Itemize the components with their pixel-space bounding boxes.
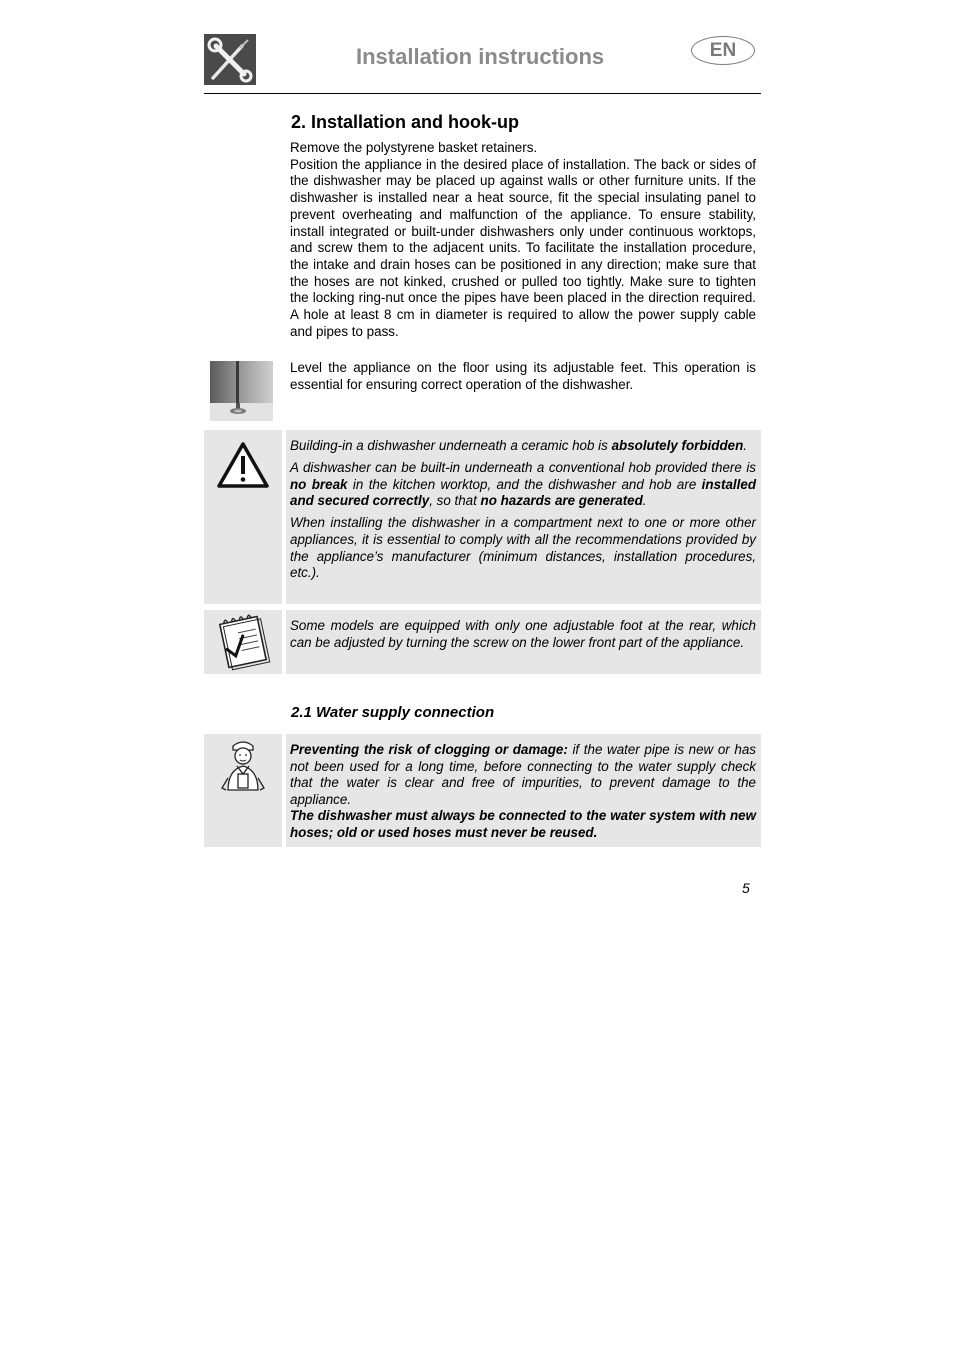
technician-icon xyxy=(204,734,282,847)
intro-line: Remove the polystyrene basket retainers. xyxy=(290,140,538,155)
page-header-title: Installation instructions xyxy=(356,44,605,69)
subsection-title: 2.1 Water supply connection xyxy=(291,704,495,721)
warning-triangle-icon xyxy=(204,430,282,604)
adjustable-foot-icon xyxy=(210,361,273,421)
note-text: Some models are equipped with only one adjustable foot at the rear, which can be adjusted by turning the screw on the lower front part of the appliance. xyxy=(290,618,756,650)
intro-text xyxy=(290,140,756,340)
note-box xyxy=(286,610,761,674)
water-warning-box xyxy=(286,734,761,847)
note-icon-panel xyxy=(204,610,282,674)
section-title: 2. Installation and hook-up xyxy=(291,112,520,132)
water-warning-lead: Preventing the risk of clogging or damage: if the water pipe is new or has not been used for a long time, before connecting to the water supply check that the water is clear and free of impurities, to prevent damage to the appliance. xyxy=(290,742,756,807)
tools-icon xyxy=(204,34,256,85)
warning-paragraph-2: A dishwasher can be built-in underneath a conventional hob provided there is no break in the kitchen worktop, and the dishwasher and hob are installed and secured correctly, so that no hazards are generated. xyxy=(290,460,756,509)
warning-paragraph-3: When installing the dishwasher in a compartment next to one or more other appliances, it is essential to comply with all the recommendations provided by the appliance’s manufacturer (minimum distances, installation procedures, etc.). xyxy=(290,515,756,581)
level-text: Level the appliance on the floor using its adjustable feet. This operation is essential for ensuring correct operation of the dishwasher. xyxy=(290,360,756,392)
page-number: 5 xyxy=(742,880,750,896)
notepad-check-icon xyxy=(204,610,282,674)
header-divider xyxy=(204,93,761,94)
warning-box xyxy=(286,430,761,604)
technician-icon-panel xyxy=(204,734,282,847)
water-warning-rule: The dishwasher must always be connected to the water system with new hoses; old or used hoses must never be reused. xyxy=(290,808,756,840)
intro-paragraph: Position the appliance in the desired place of installation. The back or sides of the dishwasher may be placed up against walls or other furniture units. If the dishwasher is installed near a heat source, fit the special insulating panel to prevent overheating and malfunction of the appliance. To ensure stability, install integrated or built-under dishwashers only under continuous worktops, and screw them to the adjacent units. To facilitate the installation procedure, the intake and drain hoses can be positioned in any direction; make sure that the hoses are not kinked, crushed or pulled too tightly. Make sure to tighten the locking ring-nut once the pipes have been placed in the direction required. A hole at least 8 cm in diameter is required to allow the power supply cable and pipes to pass. xyxy=(290,156,756,339)
warning-paragraph-1: Building-in a dishwasher underneath a ceramic hob is absolutely forbidden. xyxy=(290,438,747,453)
language-badge: EN xyxy=(691,36,755,65)
warning-icon-panel xyxy=(204,430,282,604)
